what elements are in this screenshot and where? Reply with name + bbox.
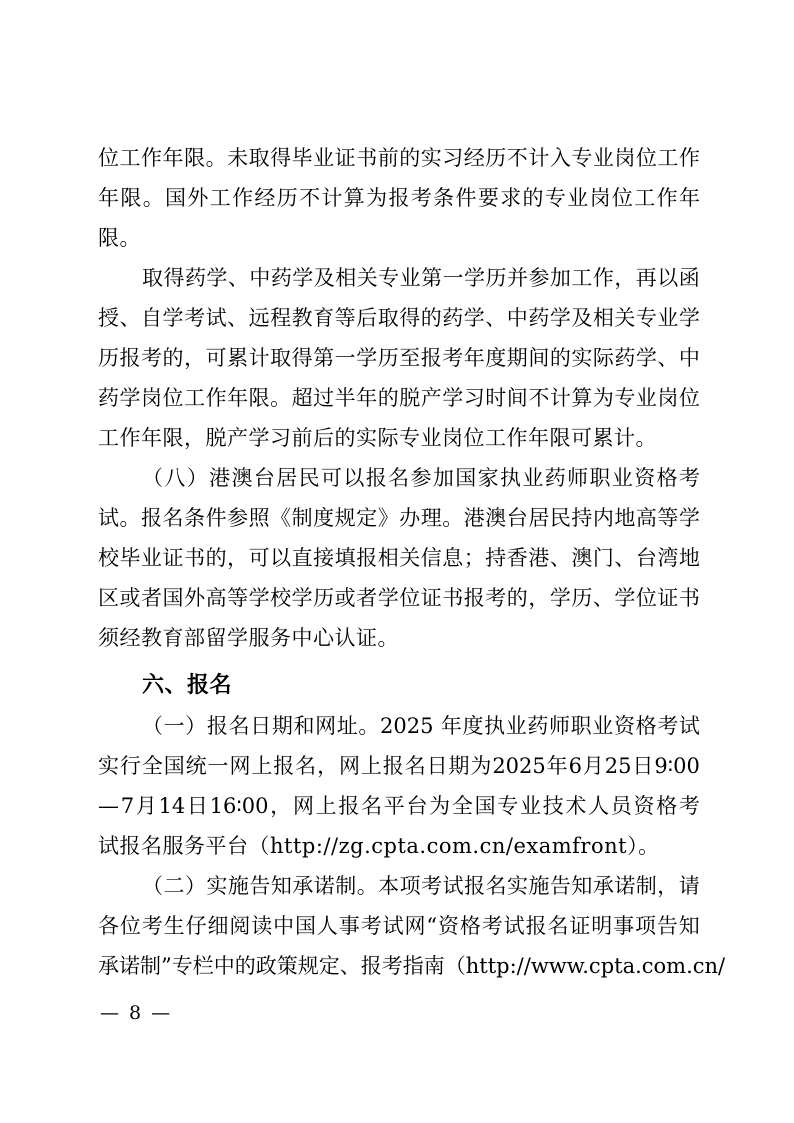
text-line: 药 学 岗 位 工 作 年 限 。 超 过 半 年 的 脱 产 学 习 时 间 不 计 算 为 专 业 岗 位 [98,386,700,410]
text-line: 授 、 自 学 考 试 、 远 程 教 育 等 后 取 得 的 药 学 、 中 药 学 及 相 关 专 业 学 [98,306,700,330]
section-heading: 六、报名 [142,673,233,698]
page-number: — 8 — [100,1002,173,1024]
text-line: 试报名服务平台（http://zg.cpta.com.cn/examfront）。 [98,834,660,858]
text-line: 试 。 报 名 条 件 参 照 《 制 度 规 定 》 办 理 。 港 澳 台 居 民 持 内 地 高 等 学 [98,506,700,530]
text-line: 各 位 考 生 仔 细 阅 读 中 国 人 事 考 试 网 “ 资 格 考 试 报 名 证 明 事 项 告 知 [98,914,700,938]
text-line: （ 八 ） 港 澳 台 居 民 可 以 报 名 参 加 国 家 执 业 药 师 职 业 资 格 考 [142,466,700,490]
text-line: 年 限 。 国 外 工 作 经 历 不 计 算 为 报 考 条 件 要 求 的 专 业 岗 位 工 作 年 [98,186,700,210]
text-line: 位 工 作 年 限 。 未 取 得 毕 业 证 书 前 的 实 习 经 历 不 计 入 专 业 岗 位 工 作 [98,146,700,170]
text-line: — 7 月 14 日 16∶00 ， 网 上 报 名 平 台 为 全 国 专 业 技 术 人 员 资 格 考 [98,794,700,818]
text-line: 限。 [98,226,141,250]
text-line: 历 报 考 的 ， 可 累 计 取 得 第 一 学 历 至 报 考 年 度 期 间 的 实 际 药 学 、 中 [98,346,700,370]
text-line: （ 二 ） 实 施 告 知 承 诺 制 。 本 项 考 试 报 名 实 施 告 知 承 诺 制 ， 请 [142,874,700,898]
document-body [98,138,726,986]
text-line: 工作年限，脱产学习前后的实际专业岗位工作年限可累计。 [98,426,657,450]
text-line: 承 诺 制 ” 专 栏 中 的 政 策 规 定 、 报 考 指 南 （ http://www.cpta.com.cn/ [98,954,726,978]
text-line: （ 一 ） 报 名 日 期 和 网 址 。 2025 年 度 执 业 药 师 职 业 资 格 考 试 [142,714,700,738]
text-line: 须经教育部留学服务中心认证。 [98,626,399,650]
text-line: 取 得 药 学 、 中 药 学 及 相 关 专 业 第 一 学 历 并 参 加 工 作 ， 再 以 函 [142,266,700,290]
text-line: 区 或 者 国 外 高 等 学 校 学 历 或 者 学 位 证 书 报 考 的 ， 学 历 、 学 位 证 书 [98,586,700,610]
text-line: 实 行 全 国 统 一 网 上 报 名 ， 网 上 报 名 日 期 为 2025 年 6 月 25 日 9∶00 [98,754,700,778]
text-line: 校 毕 业 证 书 的 ， 可 以 直 接 填 报 相 关 信 息 ； 持 香 港 、 澳 门 、 台 湾 地 [98,546,700,570]
